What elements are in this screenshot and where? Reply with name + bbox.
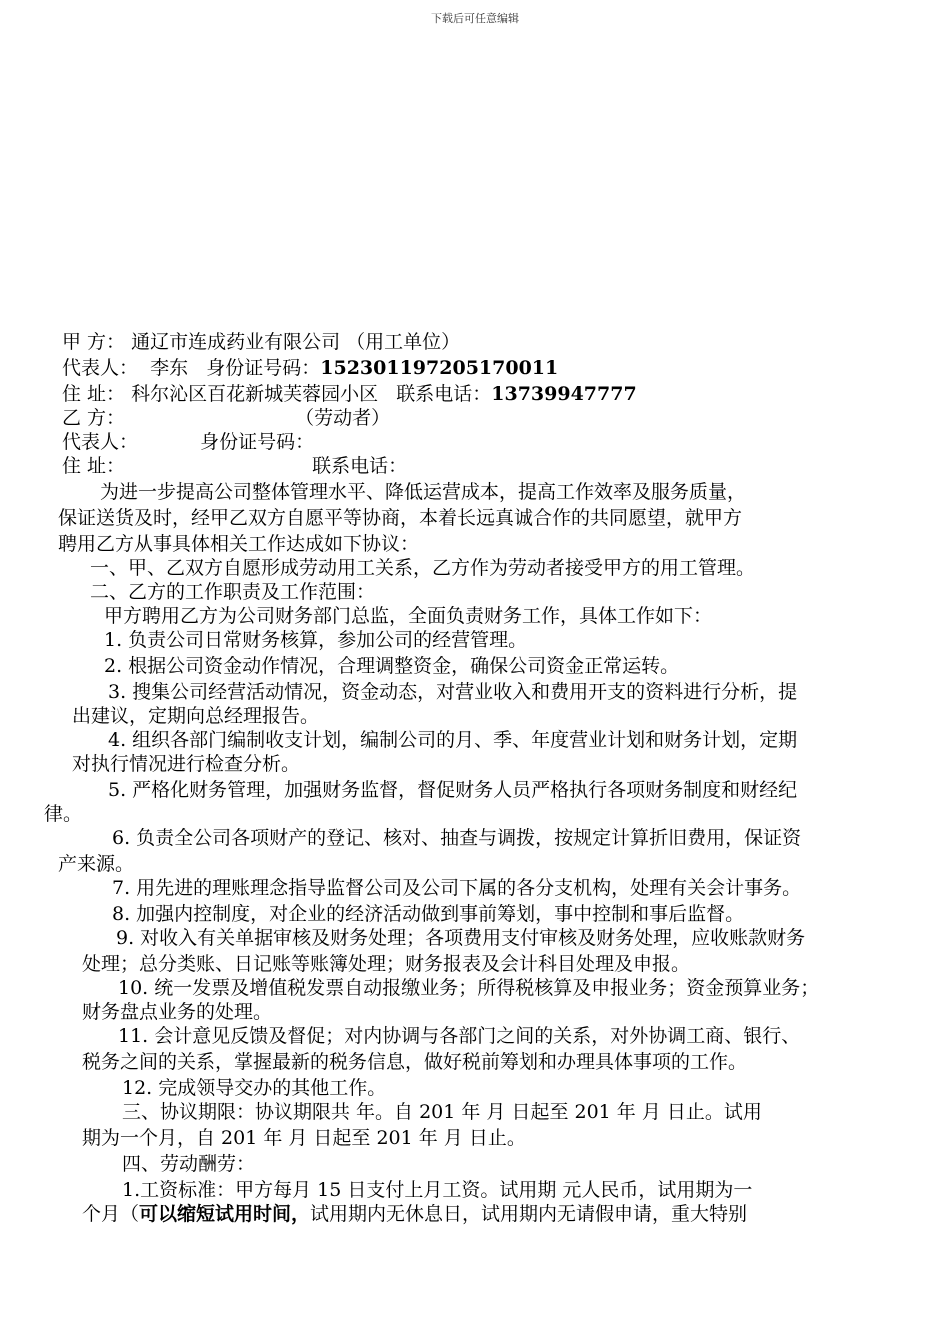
rep-a-name: 李东	[150, 357, 189, 379]
clause-4-line2-bold: 可以缩短试用时间，	[139, 1203, 311, 1225]
rep-a-id-label: 身份证号码：	[206, 357, 321, 379]
duty-item-cont: 产来源。	[58, 853, 135, 875]
party-a-value: 通辽市连成药业有限公司 （用工单位）	[131, 331, 461, 353]
party-a-line	[62, 330, 460, 354]
rep-b-id-label: 身份证号码：	[200, 431, 315, 453]
phone-a: 13739947777	[491, 383, 637, 405]
duty-item-cont: 税务之间的关系，掌握最新的税务信息，做好税前筹划和办理具体事项的工作。	[82, 1051, 748, 1073]
clause-4-line	[82, 1202, 747, 1226]
rep-a-id: 152301197205170011	[320, 357, 559, 379]
clause-3-line: 期为一个月，自 201 年 月 日起至 201 年 月 日止。	[82, 1127, 526, 1149]
duty-item: 8. 加强内控制度，对企业的经济活动做到事前筹划，事中控制和事后监督。	[112, 903, 745, 925]
addr-a-value: 科尔沁区百花新城芙蓉园小区	[131, 383, 379, 405]
duty-item-cont: 处理；总分类账、日记账等账簿处理；财务报表及会计科目处理及申报。	[82, 953, 691, 975]
rep-a-line	[62, 356, 558, 380]
rep-a-label: 代表人：	[62, 357, 139, 379]
addr-a-label: 住 址：	[62, 383, 126, 405]
duty-item: 3. 搜集公司经营活动情况，资金动态，对营业收入和费用开支的资料进行分析，提	[108, 681, 798, 703]
party-b-value: （劳动者）	[295, 407, 391, 429]
clause-4-line2-b: 试用期内无休息日，试用期内无请假申请，重大特别	[310, 1203, 748, 1225]
header-note: 下载后可任意编辑	[431, 12, 519, 25]
intro-line: 保证送货及时，经甲乙双方自愿平等协商，本着长远真诚合作的共同愿望，就甲方	[58, 507, 743, 529]
rep-b-label: 代表人：	[62, 431, 139, 453]
phone-a-label: 联系电话：	[396, 383, 492, 405]
duty-item-cont: 出建议，定期向总经理报告。	[72, 705, 320, 727]
addr-a-line	[62, 382, 637, 406]
duty-item: 6. 负责全公司各项财产的登记、核对、抽查与调拨，按规定计算折旧费用，保证资	[112, 827, 802, 849]
duty-item-cont: 财务盘点业务的处理。	[82, 1001, 273, 1023]
duty-item-cont: 律。	[44, 803, 83, 825]
clause-3-line: 三、协议期限：协议期限共 年。自 201 年 月 日起至 201 年 月 日止。试用	[122, 1101, 762, 1123]
party-b-label: 乙 方：	[62, 407, 126, 429]
clause-4-line2-a: 个月（	[82, 1203, 140, 1225]
party-a-label: 甲 方：	[62, 331, 126, 353]
duty-item: 9. 对收入有关单据审核及财务处理；各项费用支付审核及财务处理，应收账款财务	[116, 927, 806, 949]
duty-item: 12. 完成领导交办的其他工作。	[122, 1077, 387, 1099]
duty-item: 7. 用先进的理账理念指导监督公司及公司下属的各分支机构，处理有关会计事务。	[112, 877, 802, 899]
duty-item: 10. 统一发票及增值税发票自动报缴业务；所得税核算及申报业务；资金预算业务；	[118, 977, 820, 999]
clause-2-title: 二、乙方的工作职责及工作范围：	[90, 581, 376, 603]
duty-item: 2. 根据公司资金动作情况，合理调整资金，确保公司资金正常运转。	[104, 655, 680, 677]
phone-b-label: 联系电话：	[312, 455, 408, 477]
intro-line: 为进一步提高公司整体管理水平、降低运营成本，提高工作效率及服务质量，	[100, 481, 747, 503]
intro-line: 聘用乙方从事具体相关工作达成如下协议：	[58, 533, 420, 555]
duty-item: 5. 严格化财务管理，加强财务监督，督促财务人员严格执行各项财务制度和财经纪	[108, 779, 798, 801]
clause-1: 一、甲、乙双方自愿形成劳动用工关系，乙方作为劳动者接受甲方的用工管理。	[90, 557, 756, 579]
duty-item: 11. 会计意见反馈及督促；对内协调与各部门之间的关系，对外协调工商、银行、	[118, 1025, 801, 1047]
clause-4-title: 四、劳动酬劳：	[122, 1153, 256, 1175]
rep-b-line	[62, 430, 314, 454]
clause-4-line: 1.工资标准：甲方每月 15 日支付上月工资。试用期 元人民币，试用期为一	[122, 1179, 753, 1201]
duty-item-cont: 对执行情况进行检查分析。	[72, 753, 301, 775]
party-b-line	[62, 406, 390, 430]
clause-2-intro: 甲方聘用乙方为公司财务部门总监，全面负责财务工作，具体工作如下：	[104, 605, 713, 627]
duty-item: 1. 负责公司日常财务核算，参加公司的经营管理。	[104, 629, 528, 651]
duty-item: 4. 组织各部门编制收支计划，编制公司的月、季、年度营业计划和财务计划，定期	[108, 729, 798, 751]
addr-b-line	[62, 454, 407, 478]
addr-b-label: 住 址：	[62, 455, 126, 477]
